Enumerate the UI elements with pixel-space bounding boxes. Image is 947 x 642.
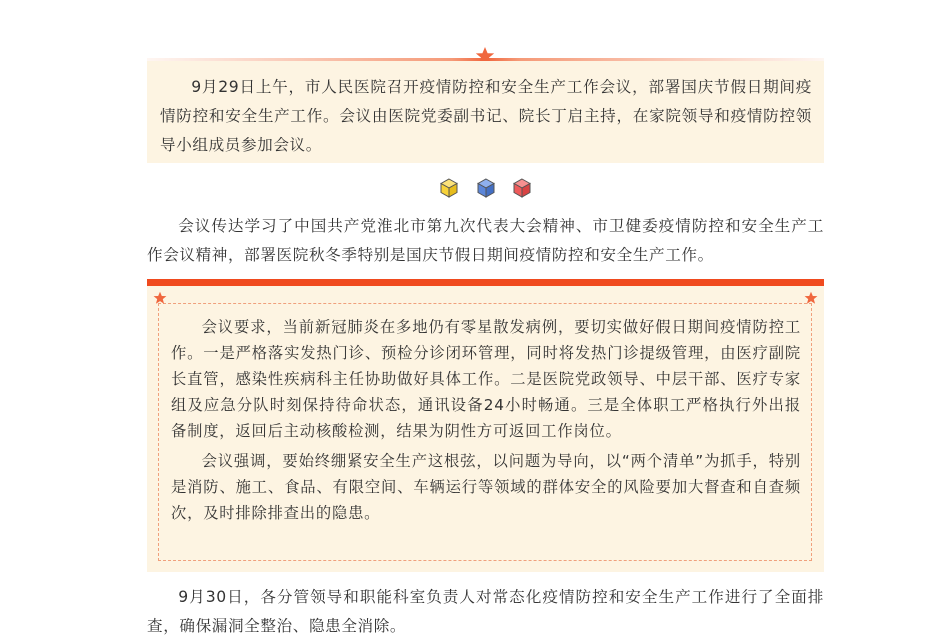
blue-cube-icon	[477, 178, 495, 198]
highlight-box-text	[171, 314, 801, 526]
red-cube-icon	[513, 178, 531, 198]
star-icon	[153, 291, 167, 305]
section-2	[147, 583, 824, 641]
box-top-bar	[147, 279, 824, 286]
box-paragraph-1: 会议要求，当前新冠肺炎在多地仍有零星散发病例，要切实做好假日期间疫情防控工作。一是严格落实发热门诊、预检分诊闭环管理，同时将发热门诊提级管理，由医疗副院长直管，感染性疾病科主任协助做好具体工作。二是医院党政领导、中层干部、医疗专家组及应急分队时刻保持待命状态，通讯设备24小时畅通。三是全体职工严格执行外出报备制度，返回后主动核酸检测，结果为阴性方可返回工作岗位。	[171, 318, 801, 440]
section-1-paragraph: 会议传达学习了中国共产党淮北市第九次代表大会精神、市卫健委疫情防控和安全生产工作会议精神，部署医院秋冬季特别是国庆节假日期间疫情防控和安全生产工作。	[147, 217, 824, 264]
section-2-paragraph: 9月30日，各分管领导和职能科室负责人对常态化疫情防控和安全生产工作进行了全面排查，确保漏洞全整治、隐患全消除。	[147, 588, 824, 635]
box-paragraph-2: 会议强调，要始终绷紧安全生产这根弦，以问题为导向，以“两个清单”为抓手，特别是消防、施工、食品、有限空间、车辆运行等领域的群体安全的风险要加大督查和自查频次，及时排除排查出的隐患。	[171, 452, 801, 522]
intro-paragraph: 9月29日上午，市人民医院召开疫情防控和安全生产工作会议，部署国庆节假日期间疫情防控和安全生产工作。会议由医院党委副书记、院长丁启主持，在家院领导和疫情防控领导小组成员参加会议。	[160, 78, 812, 154]
star-icon	[804, 291, 818, 305]
yellow-cube-icon	[440, 178, 458, 198]
section-1	[147, 212, 824, 270]
intro-box	[147, 61, 824, 163]
cube-divider	[440, 178, 532, 198]
